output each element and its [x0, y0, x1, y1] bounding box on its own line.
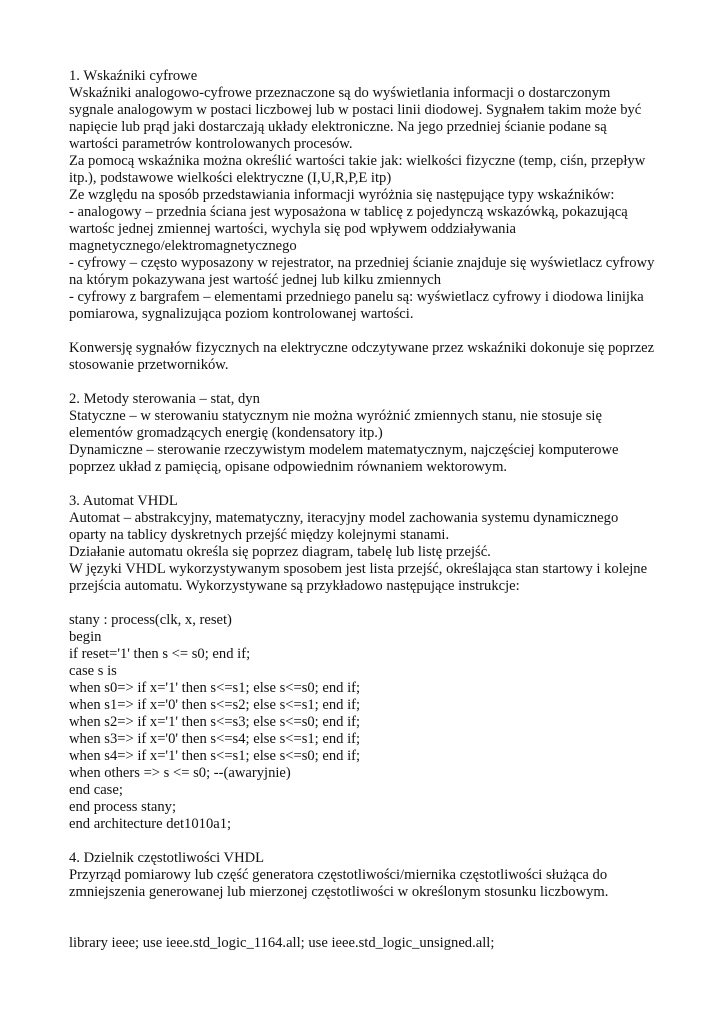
code-line: end case;: [69, 782, 123, 798]
paragraph-line: Przyrząd pomiarowy lub część generatora częstotliwości/miernika częstotliwości służąca do: [69, 867, 608, 883]
paragraph-line: Działanie automatu określa się poprzez diagram, tabelę lub listę przejść.: [69, 544, 491, 560]
blank-line: [69, 323, 669, 340]
code-line: stany : process(clk, x, reset): [69, 612, 232, 628]
paragraph-line: poprzez układ z pamięcią, opisane odpowiednim równaniem wektorowym.: [69, 459, 508, 475]
paragraph-line: - cyfrowy z bargrafem – elementami przedniego panelu są: wyświetlacz cyfrowy i diodowa linijka: [69, 289, 644, 305]
paragraph-line: - cyfrowy – często wyposazony w rejestrator, na przedniej ścianie znajduje się wyświetlacz cyfrowy: [69, 255, 655, 271]
code-line: library ieee; use ieee.std_logic_1164.all; use ieee.std_logic_unsigned.all;: [69, 935, 495, 951]
code-line: when s2=> if x='1' then s<=s3; else s<=s0; end if;: [69, 714, 361, 730]
paragraph-line: na którym pokazywana jest wartość jednej lub kilku zmiennych: [69, 272, 442, 288]
blank-line: [69, 918, 669, 935]
paragraph-line: stosowanie przetworników.: [69, 357, 229, 373]
blank-line: [69, 595, 669, 612]
paragraph-line: oparty na tablicy dyskretnych przejść między kolejnymi stanami.: [69, 527, 450, 543]
code-line: when others => s <= s0; --(awaryjnie): [69, 765, 291, 781]
paragraph-line: Wskaźniki analogowo-cyfrowe przeznaczone są do wyświetlania informacji o dostarczonym: [69, 85, 611, 101]
blank-line: [69, 476, 669, 493]
code-line: begin: [69, 629, 102, 645]
paragraph-line: pomiarowa, sygnalizująca poziom kontrolowanej wartości.: [69, 306, 414, 322]
code-line: case s is: [69, 663, 117, 679]
paragraph-line: Dynamiczne – sterowanie rzeczywistym modelem matematycznym, najczęściej komputerowe: [69, 442, 619, 458]
code-line: when s4=> if x='1' then s<=s1; else s<=s0; end if;: [69, 748, 361, 764]
paragraph-line: itp.), podstawowe wielkości elektryczne (I,U,R,P,E itp): [69, 170, 392, 186]
code-line: end process stany;: [69, 799, 176, 815]
code-line: end architecture det1010a1;: [69, 816, 232, 832]
paragraph-line: magnetycznego/elektromagnetycznego: [69, 238, 297, 254]
paragraph-line: zmniejszenia generowanej lub mierzonej częstotliwości w określonym stosunku liczbowym.: [69, 884, 609, 900]
blank-line: [69, 901, 669, 918]
section-heading-1: 1. Wskaźniki cyfrowe: [69, 68, 198, 84]
document-body: [69, 68, 669, 952]
paragraph-line: Statyczne – w sterowaniu statycznym nie można wyróżnić zmiennych stanu, nie stosuje się: [69, 408, 602, 424]
paragraph-line: Za pomocą wskaźnika można określić wartości takie jak: wielkości fizyczne (temp, ciśn, przepływ: [69, 153, 646, 169]
code-line: if reset='1' then s <= s0; end if;: [69, 646, 251, 662]
paragraph-line: Konwersję sygnałów fizycznych na elektryczne odczytywane przez wskaźniki dokonuje się poprzez: [69, 340, 655, 356]
code-line: when s1=> if x='0' then s<=s2; else s<=s1; end if;: [69, 697, 361, 713]
paragraph-line: elementów gromadzących energię (kondensatory itp.): [69, 425, 383, 441]
paragraph-line: wartośc jednej zmiennej wartości, wychyla się pod wpływem oddziaływania: [69, 221, 516, 237]
blank-line: [69, 374, 669, 391]
paragraph-line: - analogowy – przednia ściana jest wyposażona w tablicę z pojedynczą wskazówką, pokazującą: [69, 204, 628, 220]
paragraph-line: Automat – abstrakcyjny, matematyczny, iteracyjny model zachowania systemu dynamicznego: [69, 510, 619, 526]
paragraph-line: przejścia automatu. Wykorzystywane są przykładowo następujące instrukcje:: [69, 578, 520, 594]
code-line: when s3=> if x='0' then s<=s4; else s<=s1; end if;: [69, 731, 361, 747]
paragraph-line: W języki VHDL wykorzystywanym sposobem jest lista przejść, określająca stan startowy i kolejne: [69, 561, 648, 577]
paragraph-line: sygnale analogowym w postaci liczbowej lub w postaci linii diodowej. Sygnałem takim może być: [69, 102, 642, 118]
paragraph-line: napięcie lub prąd jaki dostarczają układy elektroniczne. Na jego przedniej ścianie podane są: [69, 119, 607, 135]
code-line: when s0=> if x='1' then s<=s1; else s<=s0; end if;: [69, 680, 361, 696]
section-heading-4: 4. Dzielnik częstotliwości VHDL: [69, 850, 265, 866]
blank-line: [69, 833, 669, 850]
paragraph-line: wartości parametrów kontrolowanych procesów.: [69, 136, 353, 152]
paragraph-line: Ze względu na sposób przedstawiania informacji wyróżnia się następujące typy wskaźników:: [69, 187, 615, 203]
section-heading-3: 3. Automat VHDL: [69, 493, 178, 509]
section-heading-2: 2. Metody sterowania – stat, dyn: [69, 391, 260, 407]
